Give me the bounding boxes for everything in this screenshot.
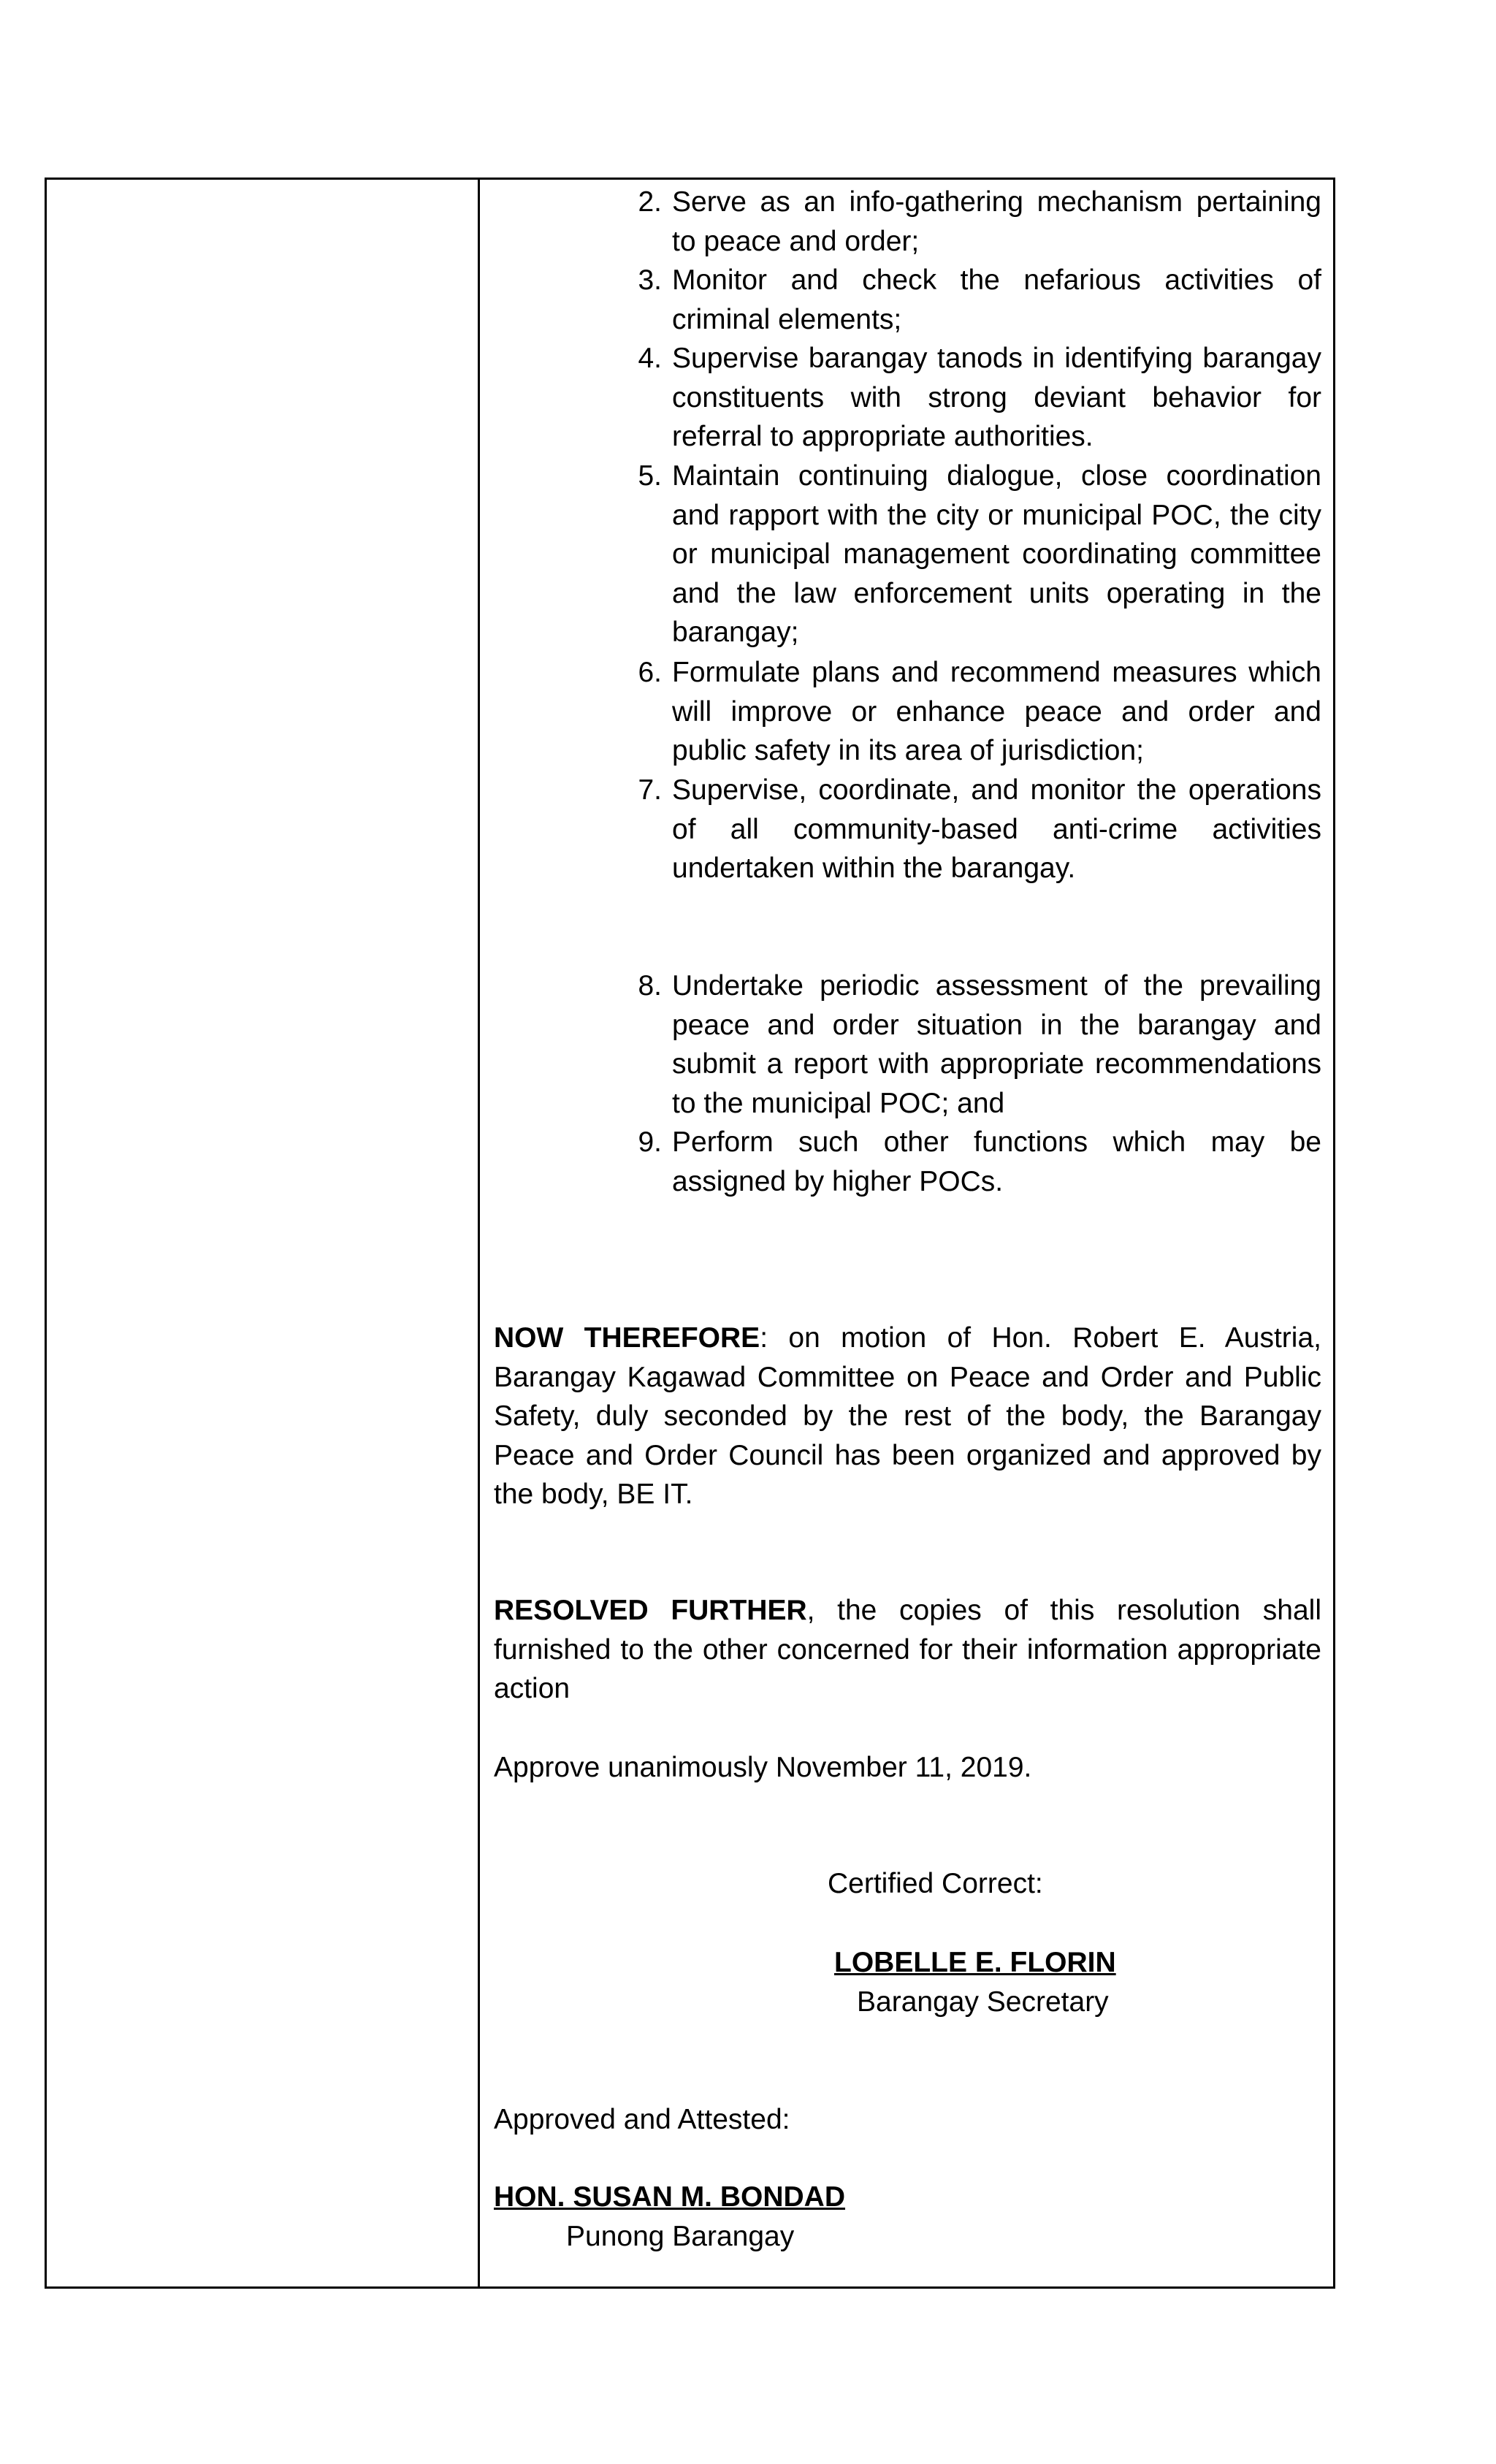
list-item-text: Supervise barangay tanods in identifying barangay constituents with strong deviant behavior for referral to appropriate authorities. xyxy=(672,343,1321,452)
list-item-number: 8. xyxy=(638,970,662,1002)
punong-barangay-title: Punong Barangay xyxy=(566,2221,795,2252)
secretary-title: Barangay Secretary xyxy=(857,1986,1109,2018)
list-item-number: 2. xyxy=(638,186,662,218)
table-frame xyxy=(45,178,1335,2289)
now-therefore-text: : on motion of Hon. Robert E. Austria, Barangay Kagawad Committee on Peace and Order and Public Safety, duly seconded by the rest of the body, the Barangay Peace and Order Council has been organized and approved by the body, BE IT. xyxy=(494,1322,1321,1510)
list-item-text: Formulate plans and recommend measures which will improve or enhance peace and order and public safety in its area of jurisdiction; xyxy=(672,657,1321,766)
certified-label: Certified Correct: xyxy=(828,1868,1043,1899)
list-item-5 xyxy=(638,457,1321,652)
resolved-further-paragraph xyxy=(494,1591,1321,1709)
list-item-text: Undertake periodic assessment of the prevailing peace and order situation in the barangay and submit a report with appropriate recommendations to the municipal POC; and xyxy=(672,970,1321,1119)
list-item-9 xyxy=(638,1123,1321,1201)
list-item-number: 7. xyxy=(638,774,662,806)
column-divider xyxy=(478,180,480,2286)
punong-barangay-name: HON. SUSAN M. BONDAD xyxy=(494,2181,846,2213)
list-item-number: 6. xyxy=(638,657,662,688)
list-item-number: 4. xyxy=(638,343,662,374)
secretary-name: LOBELLE E. FLORIN xyxy=(834,1947,1116,1978)
attested-label: Approved and Attested: xyxy=(494,2104,790,2135)
list-item-number: 3. xyxy=(638,264,662,296)
list-item-number: 9. xyxy=(638,1126,662,1158)
list-item-3 xyxy=(638,261,1321,339)
list-item-7 xyxy=(638,771,1321,888)
list-item-4 xyxy=(638,339,1321,457)
resolved-further-lead: RESOLVED FURTHER xyxy=(494,1595,807,1626)
approve-line: Approve unanimously November 11, 2019. xyxy=(494,1752,1032,1783)
list-item-text: Maintain continuing dialogue, close coordination and rapport with the city or municipal POC, the city or municipal management coordinating committee and the law enforcement units operating in the barangay; xyxy=(672,460,1321,648)
list-item-text: Monitor and check the nefarious activities of criminal elements; xyxy=(672,264,1321,335)
now-therefore-paragraph xyxy=(494,1319,1321,1514)
now-therefore-lead: NOW THEREFORE xyxy=(494,1322,760,1354)
list-item-8 xyxy=(638,966,1321,1123)
list-item-number: 5. xyxy=(638,460,662,492)
list-item-text: Supervise, coordinate, and monitor the operations of all community-based anti-crime activities undertaken within the barangay. xyxy=(672,774,1321,884)
resolved-further-text: , the copies of this resolution shall furnished to the other concerned for their information appropriate action xyxy=(494,1595,1322,1704)
list-item-2 xyxy=(638,183,1321,261)
list-item-6 xyxy=(638,653,1321,771)
list-item-text: Perform such other functions which may be assigned by higher POCs. xyxy=(672,1126,1321,1197)
list-item-text: Serve as an info-gathering mechanism pertaining to peace and order; xyxy=(672,186,1321,257)
